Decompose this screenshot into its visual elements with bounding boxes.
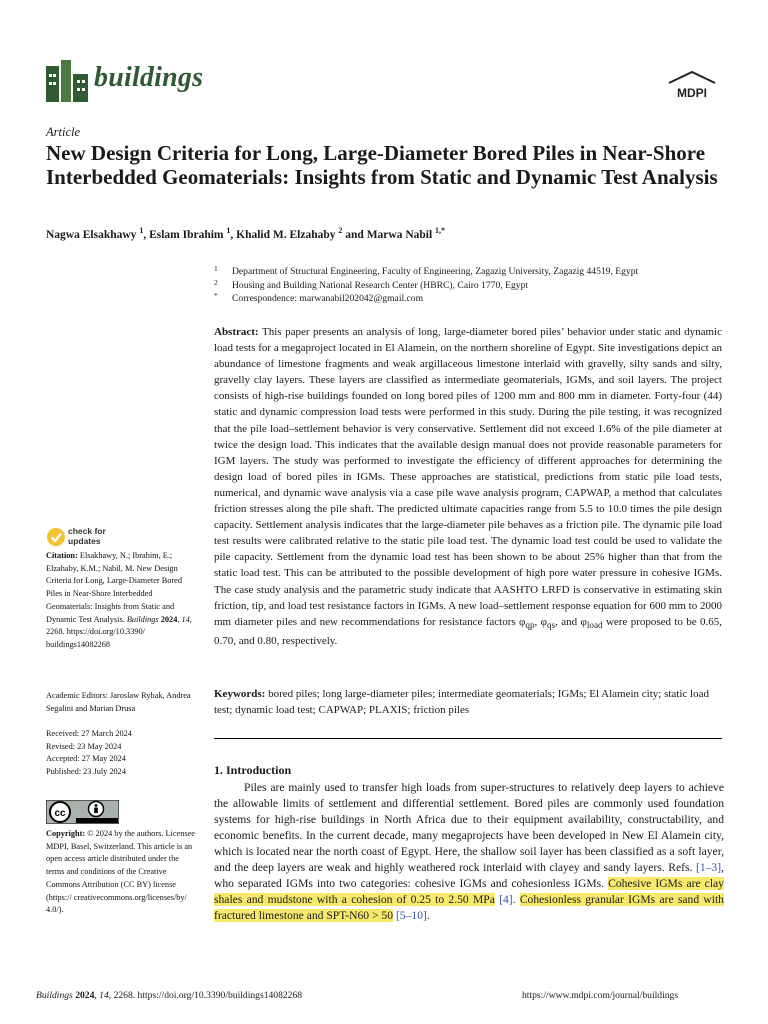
svg-text:cc: cc bbox=[54, 808, 66, 819]
author-list: Nagwa Elsakhawy $^1$, Eslam Ibrahim $^1$, Khalid M. Elzahaby $^2$ and Marwa Nabil $^{1,*}$ bbox=[46, 226, 446, 241]
section-heading-introduction: 1. Introduction bbox=[214, 763, 292, 777]
received-date: Received: 27 March 2024 bbox=[46, 729, 132, 738]
citation-link[interactable]: [4] bbox=[499, 893, 513, 906]
section-divider bbox=[214, 738, 722, 739]
abstract-label: Abstract: bbox=[214, 326, 259, 338]
check-for-updates-icon[interactable] bbox=[46, 527, 66, 547]
author-affiliation-mark: 2 bbox=[338, 226, 343, 235]
abstract: Abstract: This paper presents an analysis of long, large-diameter bored piles’ behavior under static and dynamic load tests for a megaproject located in El Alamein, on the northern shoreline of Egypt. Site investigations depict an abundance of limestone fragments and weak argillaceous limestone interlaid with gravelly, silty sands and silty, gravelly clay layers. These layers are classified as intermediate geomaterials, IGMs, and soil layers. The project consists of high-rise buildings founded on long bored piles of 1200 mm and 800 mm in diameter. Forty-four (44) static and dynamic compression load tests were performed in this study. During the pile testing, it was recognized that the pile load–settlement behavior is very conservative. Settlement did not exceed 1.6% of the pile diameter at twice the design load. This indicates that the available design manual does not provide reasonable parameters for IGM layers. The study was performed to investigate the efficiency of different approaches for determining the design load of bored piles in IGMs. These approaches are statistical, predictions from static pile load tests, numerical, and dynamic wave analysis via a case pile wave analysis program, CAPWAP, a method that calculates friction stresses along the pile shaft. The predicted ultimate capacities range from 5.5 to 10.0 times the pile design capacity. Settlement analysis indicates that the large-diameter pile behaves as a friction pile. The dynamic pile load test results were calibrated relative to the static pile load test. The dynamic load test could be used to validate the pile capacity. Settlement from the dynamic load test has been shown to be about 25% higher than that from the static load test. This can be attributed to the possible development of high pore water pressure in cohesive IGMs. The case study analysis and the parametric study indicate that AASHTO LRFD is conservative in estimating skin friction, tip, and load test resistance factors in IGMs. A new load–settlement response equation for 600 mm to 2000 mm diameter piles and new recommendations for resistance factors $\varphi_{qp}$, $\varphi_{qs}$, and $\varphi_{load}$ were proposed to be 0.65, 0.70, and 0.80, respectively. bbox=[214, 326, 722, 647]
article-type: Article bbox=[46, 125, 81, 139]
journal-name: buildings bbox=[94, 62, 204, 93]
published-date: Published: 23 July 2024 bbox=[46, 767, 126, 777]
footer-citation: Buildings 2024, 14, 2268. https://doi.org/10.3390/buildings14082268 bbox=[36, 990, 303, 1001]
affiliations bbox=[214, 265, 734, 306]
abstract-text: This paper presents an analysis of long, large-diameter bored piles’ behavior under static and dynamic load tests for a megaproject located in El Alamein, on the northern shoreline of Egypt. Site investigations depict an abundance of limestone fragments and weak argillaceous limestone interlaid with gravelly, silty sands and silty, gravelly clay layers. These layers are classified as intermediate geomaterials, IGMs, and soil layers. The project consists of high-rise buildings founded on long bored piles of 1200 mm and 800 mm in diameter. Forty-four (44) static and dynamic compression load tests were performed in this study. During the pile testing, it was recognized that the pile load–settlement behavior is very conservative. Settlement did not exceed 1.6% of the pile diameter at twice the design load. This indicates that the available design manual does not provide reasonable parameters for IGM layers. The study was performed to investigate the efficiency of different approaches for determining the design load of bored piles in IGMs. These approaches are statistical, predictions from static pile load tests, numerical, and dynamic wave analysis via a case pile wave analysis program, CAPWAP, a method that calculates friction stresses along the pile shaft. The predicted ultimate capacities range from 5.5 to 10.0 times the pile design capacity. Settlement analysis indicates that the large-diameter pile behaves as a friction pile. The dynamic pile load test results were calibrated relative to the static pile load test. The dynamic load test could be used to validate the pile capacity. Settlement from the dynamic load test has been shown to be about 25% higher than that from the static load test. This can be attributed to the possible development of high pore water pressure in cohesive IGMs. The case study analysis and the parametric study indicate that AASHTO LRFD is conservative in estimating skin friction, tip, and load test resistance factors in IGMs. A new load–settlement response equation for 600 mm to 2000 mm diameter piles and new recommendations for resistance factors bbox=[214, 326, 722, 628]
mdpi-logo-icon bbox=[665, 70, 719, 100]
cc-by-license-icon[interactable] bbox=[46, 800, 119, 824]
citation-block: Citation: Elsakhawy, N.; Ibrahim, E.; Elzahaby, K.M.; Nabil, M. New Design Criteria for Long, Large-Diameter Bored Piles in Near-Shore Interbedded Geomaterials: Insights from Static and Dynamic Test Analysis. Buildings 2024, 14, 2268. https://doi.org/10.3390/ buildings14082268 bbox=[46, 551, 192, 649]
dates bbox=[46, 728, 198, 779]
keywords-text: bored piles; long large-diameter piles; intermediate geomaterials; IGMs; El Alamein city; static load test; dynamic load test; CAPWAP; PLAXIS; friction piles bbox=[214, 688, 709, 717]
citation-link[interactable]: [1–3] bbox=[695, 861, 722, 874]
highlighted-text: Cohesionless granular IGMs are sand with fractured limestone and SPT-N60 > 50 bbox=[214, 893, 724, 922]
paper-title: New Design Criteria for Long, Large-Diameter Bored Piles in Near-Shore Interbedded Geomaterials: Insights from Static and Dynamic Test Analysis bbox=[46, 141, 718, 189]
keywords bbox=[214, 686, 722, 718]
affiliation-1: 1 Department of Structural Engineering, Faculty of Engineering, Zagazig University, Zagazig 44519, Egypt bbox=[214, 264, 639, 277]
revised-date: Revised: 23 May 2024 bbox=[46, 741, 122, 751]
copyright-notice: Copyright: © 2024 by the authors. Licensee MDPI, Basel, Switzerland. This article is an open access article distributed under the terms and conditions of the Creative Commons Attribution (CC BY) license (https:// creativecommons.org/licenses/by/ 4.0/). bbox=[46, 829, 195, 915]
keywords-label: Keywords: bbox=[214, 688, 266, 700]
footer-journal-url[interactable]: https://www.mdpi.com/journal/buildings bbox=[522, 990, 679, 1001]
introduction-body: Piles are mainly used to transfer high loads from super-structures to relatively deep layers to achieve the allowable limits of settlement and differential settlement. Bored piles are commonly used foundation systems for high-rise buildings in North Africa due to their equipment availability, constructability, and economic benefits. In the current decade, many megaprojects have been developed in New El Alamein city, which is located near the north coast of Egypt. Here, the shallow soil layer has been classified as a soft layer, and the deep layers are weak and highly weathered rock interlaid with clayey and sandy layers. Refs. [1–3], who separated IGMs into two categories: cohesive IGMs and cohesionless IGMs. Cohesive IGMs are clay shales and mudstone with a cohesion of 0.25 to 2.50 MPa [4]. Cohesionless granular IGMs are sand with fractured limestone and SPT-N60 > 50 [5–10]. bbox=[214, 781, 724, 922]
author-name: Nagwa Elsakhawy bbox=[46, 228, 140, 241]
author-name: Marwa Nabil bbox=[366, 228, 436, 241]
author-name: Eslam Ibrahim bbox=[149, 228, 227, 241]
author-affiliation-mark: 1 bbox=[139, 226, 144, 235]
affiliation-2: 2 Housing and Building National Research Center (HBRC), Cairo 1770, Egypt bbox=[214, 277, 529, 291]
accepted-date: Accepted: 27 May 2024 bbox=[46, 754, 126, 764]
citation-link[interactable]: [5–10] bbox=[395, 909, 427, 922]
correspondence: * Correspondence: marwanabil202042@gmail.com bbox=[214, 291, 424, 305]
author-name: Khalid M. Elzahaby bbox=[236, 228, 339, 241]
author-affiliation-mark: 1 bbox=[226, 226, 231, 235]
buildings-logo-icon bbox=[46, 60, 88, 102]
check-for-updates-label[interactable]: check for updates bbox=[68, 526, 106, 546]
publisher-name: MDPI bbox=[677, 86, 707, 100]
highlighted-text: Cohesive IGMs are clay shales and mudstone with a cohesion of 0.25 to 2.50 MPa bbox=[214, 877, 724, 906]
author-affiliation-mark: 1,* bbox=[435, 226, 446, 235]
academic-editors: Academic Editors: Jaroslaw Rybak, Andrea Segalini and Marian Drusa bbox=[46, 691, 191, 713]
